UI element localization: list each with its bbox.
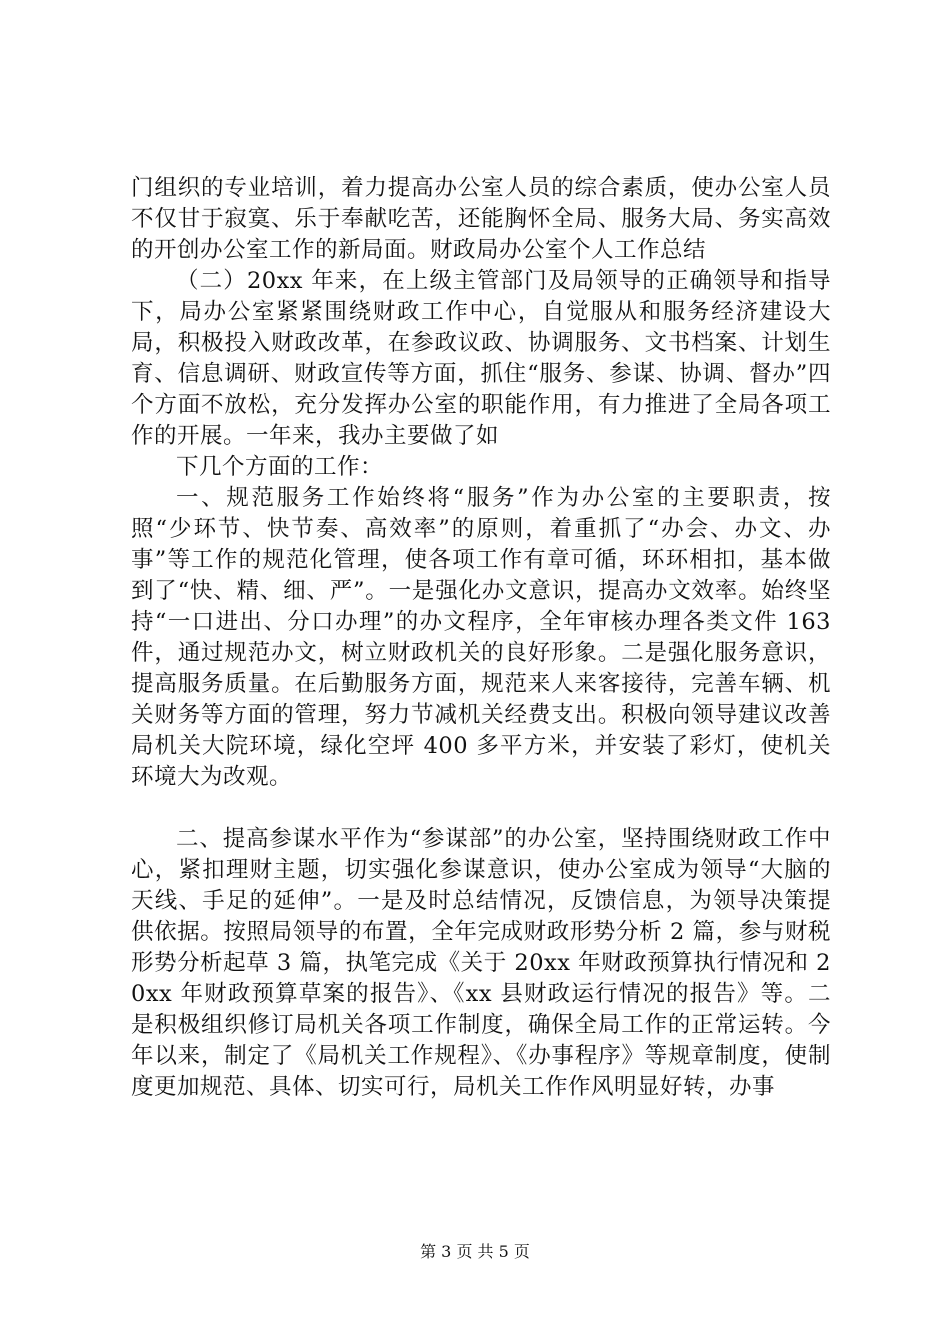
paragraph-standardize-service: 一、规范服务工作始终将“服务”作为办公室的主要职责，按照“少环节、快节奏、高效率”的原则，着重抓了“办会、办文、办事”等工作的规范化管理，使各项工作有章可循，环环相扣，基本做到了“快、精、细、严”。一是强化办文意识，提高办文效率。始终坚持“一口进出、分口办理”的办文程序，全年审核办理各类文件 163 件，通过规范办文，树立财政机关的良好形象。二是强化服务意识，提高服务质量。在后勤服务方面，规范来人来客接待，完善车辆、机关财务等方面的管理，努力节减机关经费支出。积极向领导建议改善局机关大院环境，绿化空坪 400 多平方米，并安装了彩灯，使机关环境大为改观。 (131, 485, 831, 790)
paragraph-section-two: （二）20xx 年来，在上级主管部门及局领导的正确领导和指导下，局办公室紧紧围绕财政工作中心，自觉服从和服务经济建设大局，积极投入财政改革，在参政议政、协调服务、文书档案、计划生育、信息调研、财政宣传等方面，抓住“服务、参谋、协调、督办”四个方面不放松，充分发挥办公室的职能作用，有力推进了全局各项工作的开展。一年来，我办主要做了如 (131, 268, 831, 449)
paragraph-spacer (131, 793, 831, 824)
paragraph-work-intro: 下几个方面的工作： (176, 454, 384, 480)
paragraph-improve-advisory: 二、提高参谋水平作为“参谋部”的办公室，坚持围绕财政工作中心，紧扣理财主题，切实强化参谋意识，使办公室成为领导“大脑的天线、手足的延伸”。一是及时总结情况，反馈信息，为领导决策提供依据。按照局领导的布置，全年完成财政形势分析 2 篇，参与财税形势分析起草 3 篇，执笔完成《关于 20xx 年财政预算执行情况和 20xx 年财政预算草案的报告》、《xx 县财政运行情况的报告》等。二是积极组织修订局机关各项工作制度，确保全局工作的正常运转。今年以来，制定了《局机关工作规程》、《办事程序》等规章制度，使制度更加规范、具体、切实可行，局机关工作作风明显好转，办事 (131, 826, 831, 1100)
document-body (131, 173, 831, 1103)
page-number: 第 3 页 共 5 页 (420, 1242, 530, 1261)
paragraph-continuation: 门组织的专业培训，着力提高办公室人员的综合素质，使办公室人员不仅甘于寂寞、乐于奉献吃苦，还能胸怀全局、服务大局、务实高效的开创办公室工作的新局面。财政局办公室个人工作总结 (131, 175, 831, 263)
